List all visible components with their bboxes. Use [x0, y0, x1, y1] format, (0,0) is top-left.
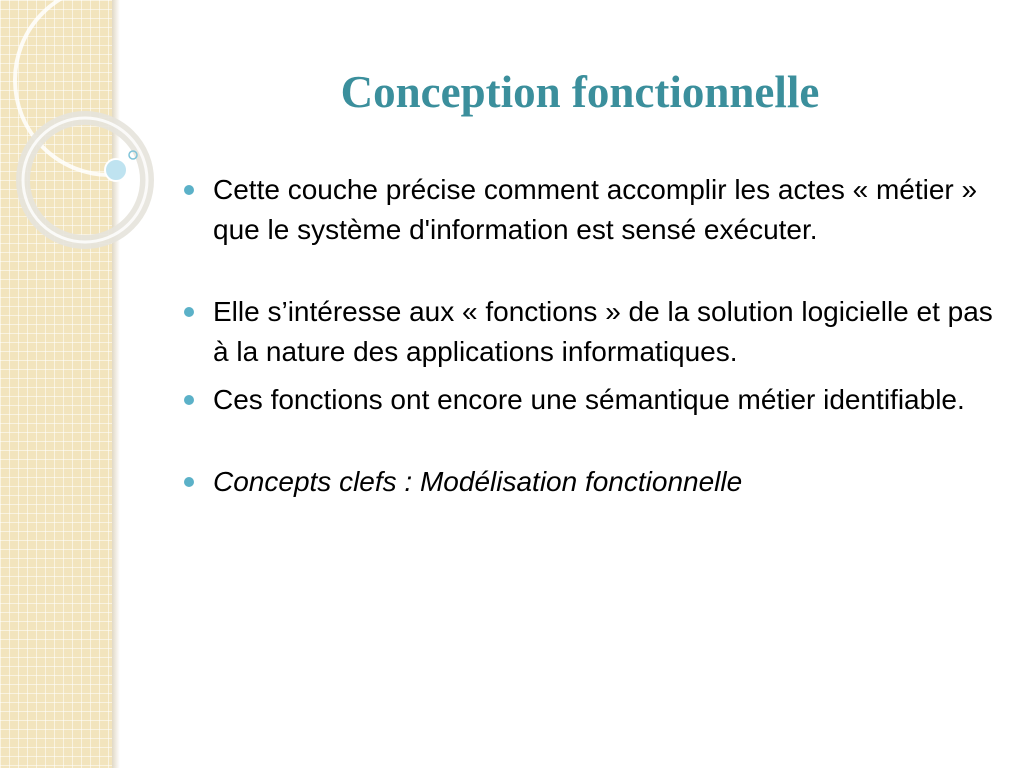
bullet-dot-icon [184, 307, 194, 317]
blue-bead [105, 159, 127, 181]
bullet-text-italic: Concepts clefs : Modélisation fonctionnelle [213, 466, 743, 497]
bullet-text: Ces fonctions ont encore une sémantique métier identifiable. [213, 384, 965, 415]
bullet-text: Cette couche précise comment accomplir les actes « métier » que le système d'information est sensé exécuter. [213, 174, 978, 245]
bullet-list [182, 170, 1002, 502]
ring-decoration [0, 0, 160, 260]
bullet-text: Elle s’intéresse aux « fonctions » de la solution logicielle et pas à la nature des applications informatiques. [213, 296, 993, 367]
bullet-dot-icon [184, 185, 194, 195]
bullet-dot-icon [184, 395, 194, 405]
thick-ring-highlight [23, 118, 147, 242]
bullet-dot-icon [184, 477, 194, 487]
bullet-item [182, 380, 1002, 420]
slide-title: Conception fonctionnelle [340, 67, 820, 117]
bullet-item [182, 292, 1002, 372]
bullet-item [182, 462, 1002, 502]
bullet-item [182, 170, 1002, 250]
